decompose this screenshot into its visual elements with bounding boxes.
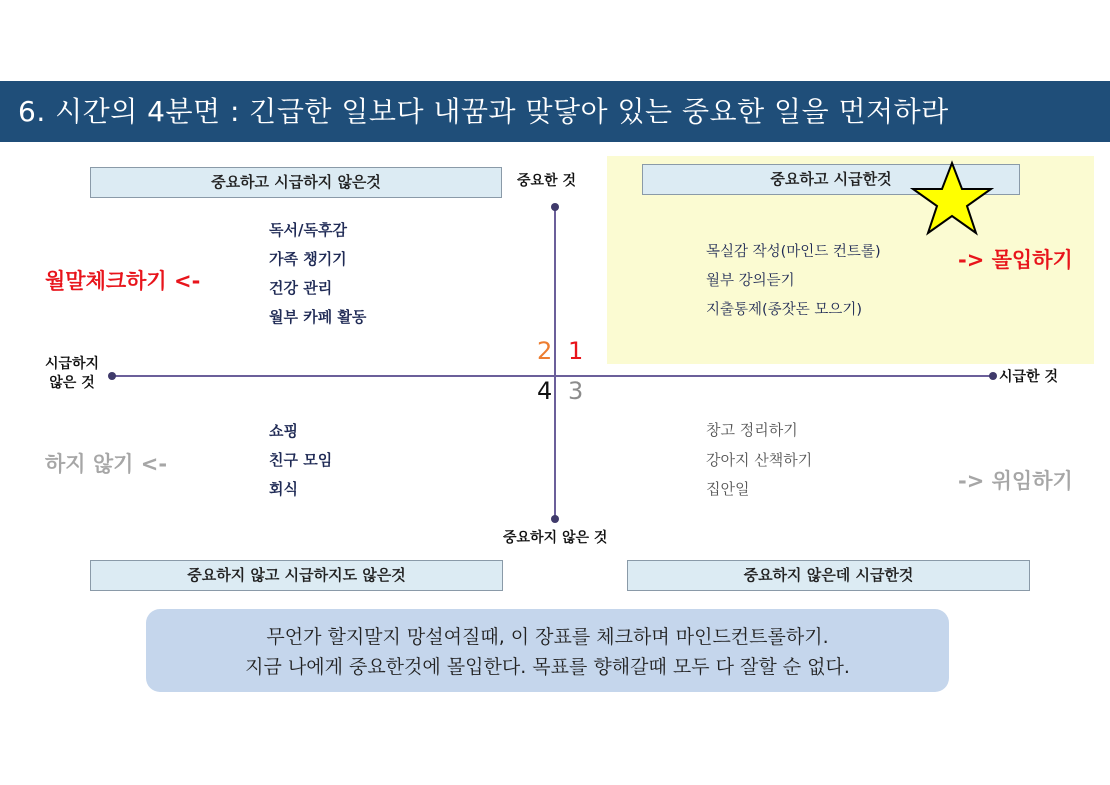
q1-item-list (706, 238, 881, 325)
q2-action-label: 월말체크하기 <- (45, 269, 201, 293)
q2-item: 가족 챙기기 (269, 250, 347, 268)
q1-header-box: 중요하고 시급한것 (642, 164, 1020, 195)
summary-note (146, 609, 949, 692)
q1-item: 지출통제(종잣돈 모으기) (706, 302, 862, 318)
axis-label-left-line1: 시급하지 (44, 356, 100, 372)
q4-header-box: 중요하지 않고 시급하지도 않은것 (90, 560, 503, 591)
page-title: 6. 시간의 4분면 : 긴급한 일보다 내꿈과 맞닿아 있는 중요한 일을 먼저하라 (0, 81, 1110, 142)
axis-label-left-line2: 않은 것 (49, 375, 95, 391)
q1-action-label: -> 몰입하기 (958, 248, 1073, 272)
q1-item: 월부 강의듣기 (706, 273, 795, 289)
q2-item: 건강 관리 (269, 279, 333, 297)
q4-item: 친구 모임 (269, 451, 333, 469)
q3-action-label: -> 위임하기 (958, 469, 1073, 493)
axis-label-bottom: 중요하지 않은 것 (503, 530, 608, 546)
q2-item: 월부 카페 활동 (269, 308, 367, 326)
q3-item-list (706, 416, 812, 505)
q2-item-list (269, 216, 366, 332)
q3-header-box: 중요하지 않은데 시급한것 (627, 560, 1030, 591)
axis-label-right: 시급한 것 (999, 369, 1058, 385)
q1-item: 목실감 작성(마인드 컨트롤) (706, 244, 881, 260)
q3-item: 창고 정리하기 (706, 421, 798, 439)
q4-item-list (269, 417, 332, 504)
quadrant-number-2: 2 (537, 337, 553, 365)
q4-item: 쇼핑 (269, 422, 298, 440)
quadrant-number-3: 3 (568, 377, 584, 405)
quadrant-number-1: 1 (568, 337, 584, 365)
quadrant-number-4: 4 (537, 377, 553, 405)
axis-label-top: 중요한 것 (517, 173, 576, 189)
q3-item: 집안일 (706, 480, 750, 498)
q2-item: 독서/독후감 (269, 221, 347, 239)
q2-header-box: 중요하고 시급하지 않은것 (90, 167, 502, 198)
q4-action-label: 하지 않기 <- (45, 452, 168, 476)
summary-note-line1: 무언가 할지말지 망설여질때, 이 장표를 체크하며 마인드컨트롤하기. (266, 626, 829, 648)
q3-item: 강아지 산책하기 (706, 450, 813, 469)
axis-label-left (40, 355, 104, 393)
q4-item: 회식 (269, 480, 298, 498)
summary-note-line2: 지금 나에게 중요한것에 몰입한다. 목표를 향해갈때 모두 다 잘할 순 없다. (245, 656, 850, 678)
